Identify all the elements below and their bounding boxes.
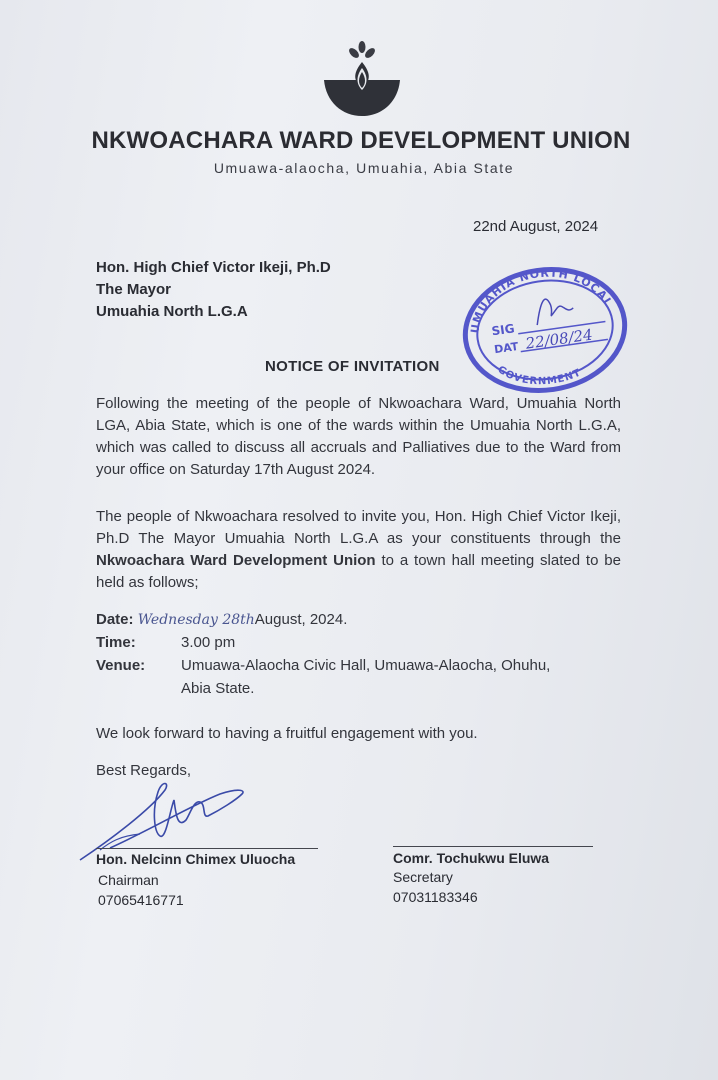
stamp-date-label: DAT: [493, 339, 520, 357]
recipient-title: The Mayor: [96, 281, 172, 298]
closing-sentence: We look forward to having a fruitful engagement with you.: [96, 725, 478, 742]
detail-venue-line1: Umuawa-Alaocha Civic Hall, Umuawa-Alaocha, Ohuhu,: [181, 657, 551, 674]
org-address: Umuawa-alaocha, Umuahia, Abia State: [213, 160, 515, 176]
chairman-phone: 07065416771: [98, 892, 184, 908]
detail-date-row: Date: Wednesday 28thAugust, 2024.: [96, 611, 348, 628]
stamp-handwritten-date: 22/08/24: [524, 325, 594, 353]
paragraph-meeting: Following the meeting of the people of Nkwoachara Ward, Umuahia North LGA, Abia State, which is one of the wards within the Umuahia North L.G.A, which was called to discuss all accruals and Palliatives due to the Ward from your office on Saturday 17th August 2024.: [96, 395, 621, 478]
secretary-role: Secretary: [393, 869, 453, 885]
chairman-name: Hon. Nelcinn Chimex Uluocha: [96, 851, 296, 867]
org-name: NKWOACHARA WARD DEVELOPMENT UNION: [91, 127, 631, 154]
chairman-signature-line: [96, 848, 318, 849]
notice-title: NOTICE OF INVITATION: [265, 358, 440, 375]
official-stamp: [456, 262, 634, 398]
detail-time-value: 3.00 pm: [181, 634, 236, 651]
chairman-role: Chairman: [98, 872, 159, 888]
invitation-union-name: Nkwoachara Ward Development Union: [96, 552, 376, 569]
detail-venue-row: [96, 655, 550, 677]
invitation-text-end: to a town hall meeting slated to be held as follows;: [96, 552, 621, 591]
stamp-sig-label: SIG: [490, 321, 516, 339]
detail-date-label: Date: [96, 611, 129, 628]
secretary-name: Comr. Tochukwu Eluwa: [393, 850, 550, 866]
union-logo-icon: [320, 38, 404, 120]
secretary-signature-line: [393, 846, 593, 847]
detail-time-row: [96, 632, 235, 654]
detail-date-rest: August, 2024.: [254, 611, 348, 628]
svg-text:GOVERNMENT: GOVERNMENT: [495, 364, 584, 388]
recipient-name: Hon. High Chief Victor Ikeji, Ph.D: [96, 259, 331, 276]
detail-time-label: Time:: [96, 634, 136, 651]
svg-text:UMUAHIA NORTH LOCAL: UMUAHIA NORTH LOCAL: [468, 266, 616, 335]
letter-date: 22nd August, 2024: [473, 218, 599, 235]
detail-date-handwritten: Wednesday 28th: [137, 612, 255, 628]
invitation-text-start: The people of Nkwoachara resolved to invite you, Hon. High Chief Victor Ikeji, Ph.D The Mayor Umuahia North L.G.A as your constituents through the: [96, 508, 621, 547]
detail-venue-label: Venue:: [96, 657, 146, 674]
secretary-phone: 07031183346: [393, 889, 478, 905]
best-regards: Best Regards,: [96, 762, 192, 779]
paragraph-invitation: [96, 506, 621, 594]
recipient-block: [96, 257, 331, 323]
recipient-lga: Umuahia North L.G.A: [96, 303, 248, 320]
detail-venue-line2: Abia State.: [181, 680, 255, 697]
